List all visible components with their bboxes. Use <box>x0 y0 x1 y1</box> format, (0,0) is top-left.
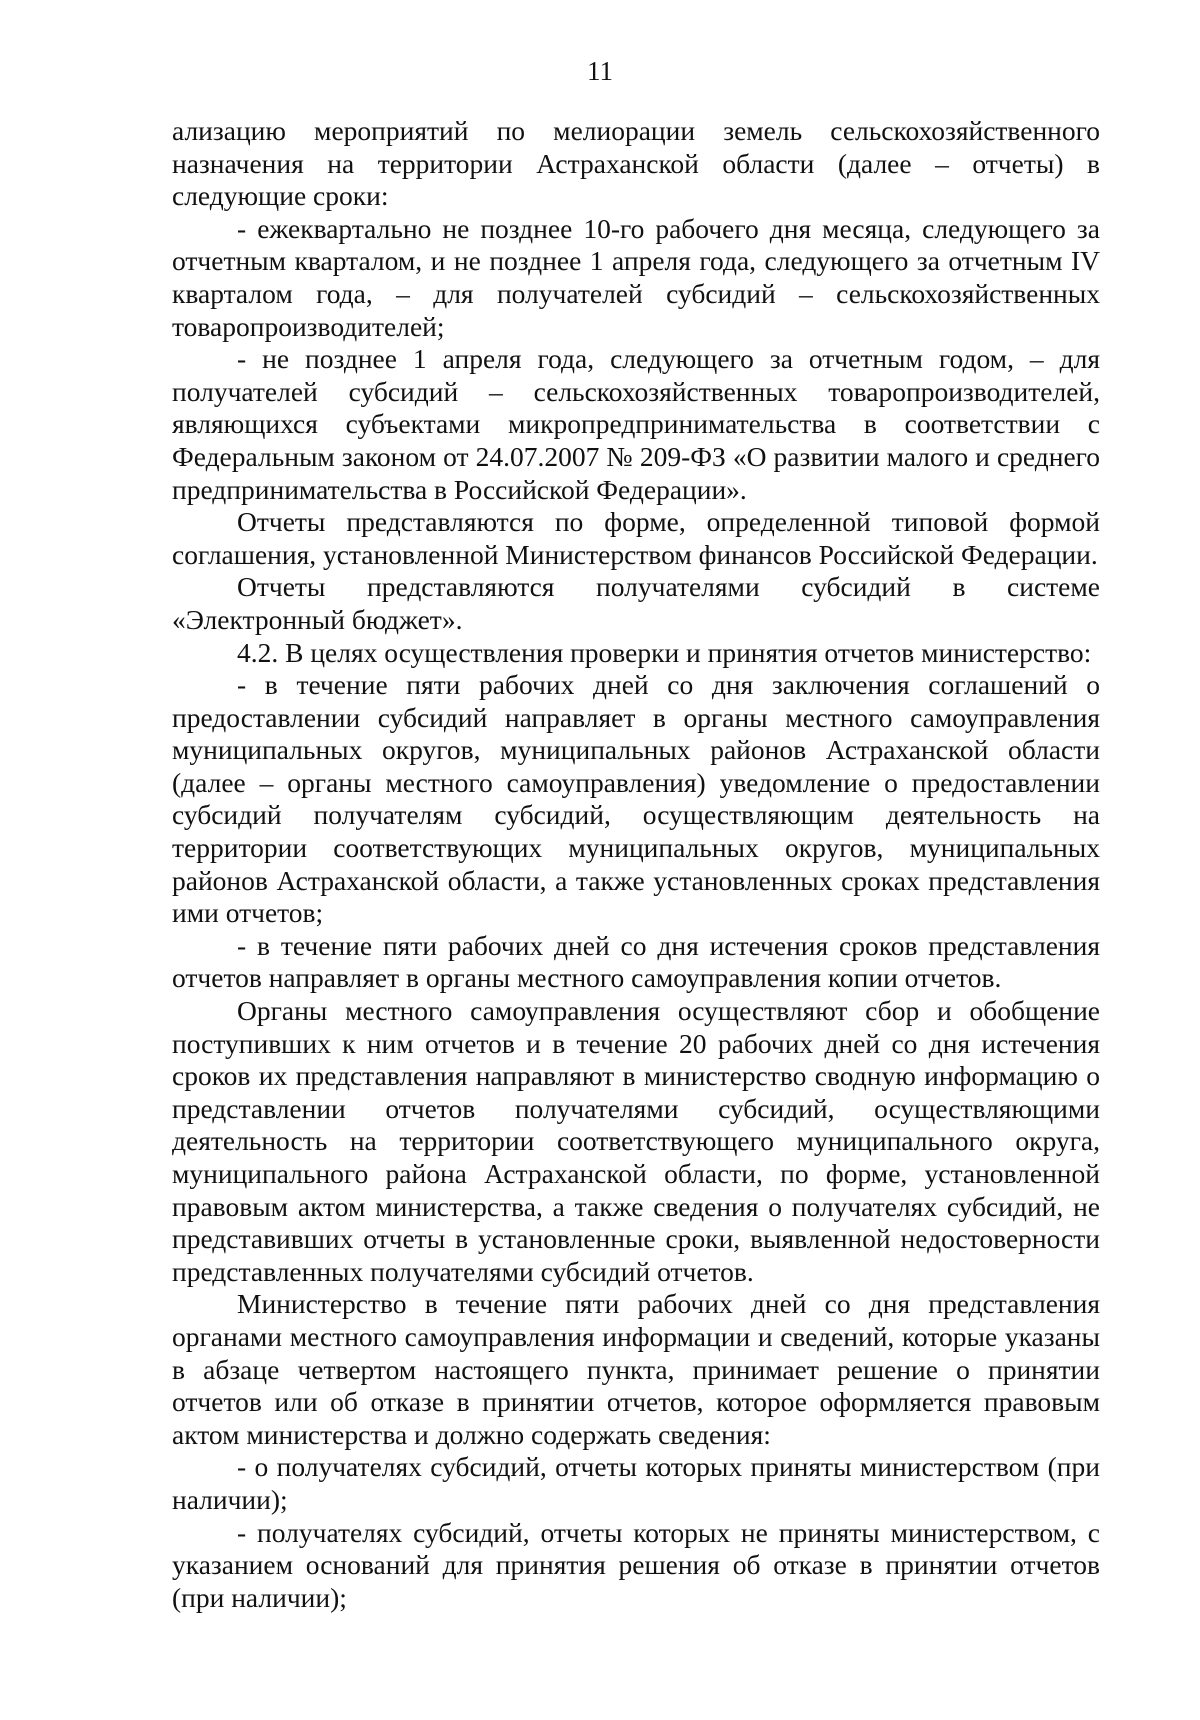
paragraph-report-form: Отчеты представляются по форме, определенной типовой формой соглашения, установленной Министерством финансов Российской Федерации. <box>172 506 1100 570</box>
list-item-rejected-reports: - получателях субсидий, отчеты которых не приняты министерством, с указанием оснований для принятия решения об отказе в принятии отчетов (при наличии); <box>172 1516 1100 1613</box>
list-item-accepted-reports: - о получателях субсидий, отчеты которых приняты министерством (при наличии); <box>172 1451 1100 1515</box>
clause-4-2: 4.2. В целях осуществления проверки и принятия отчетов министерство: <box>237 636 1092 668</box>
list-item-copies: - в течение пяти рабочих дней со дня истечения сроков представления отчетов направляет в органы местного самоуправления копии отчетов. <box>172 929 1100 994</box>
page-number: 11 <box>587 56 613 86</box>
paragraph-ministry-decision: Министерство в течение пяти рабочих дней со дня представления органами местного самоуправления информации и сведений, которые указаны в абзаце четвертом настоящего пункта, принимает решение о принятии отчетов или об отказе в принятии отчетов, которое оформляется правовым актом министерства и должно содержать сведения: <box>172 1288 1100 1450</box>
paragraph-continuation: ализацию мероприятий по мелиорации земель сельскохозяйственного назначения на территории Астраханской области (далее – отчеты) в следующие сроки: <box>172 115 1100 212</box>
paragraph-local-authorities: Органы местного самоуправления осуществляют сбор и обобщение поступивших к ним отчетов и в течение 20 рабочих дней со дня истечения сроков их представления направляют в министерство сводную информацию о представлении отчетов получателями субсидий, осуществляющими деятельность на территории соответствующего муниципального округа, муниципального района Астраханской области, по форме, установленной правовым актом министерства, а также сведения о получателях субсидий, не представивших отчеты в установленные сроки, выявленной недостоверности представленных получателями субсидий отчетов. <box>172 995 1100 1287</box>
list-item-notification: - в течение пяти рабочих дней со дня заключения соглашений о предоставлении субсидий направляет в органы местного самоуправления муниципальных округов, муниципальных районов Астраханской области (далее – органы местного самоуправления) уведомление о предоставлении субсидий получателям субсидий, осуществляющим деятельность на территории соответствующих муниципальных округов, муниципальных районов Астраханской области, а также установленных сроках представления ими отчетов; <box>172 669 1100 929</box>
list-item-annual-deadline: - не позднее 1 апреля года, следующего за отчетным годом, – для получателей субсидий – сельскохозяйственных товаропроизводителей, являющихся субъектами микропредпринимательства в соответствии с Федеральным законом от 24.07.2007 № 209-ФЗ «О развитии малого и среднего предпринимательства в Российской Федерации». <box>172 343 1100 505</box>
list-item-quarterly-deadline: - ежеквартально не позднее 10-го рабочего дня месяца, следующего за отчетным кварталом, и не позднее 1 апреля года, следующего за отчетным IV кварталом года, – для получателей субсидий – сельскохозяйственных товаропроизводителей; <box>172 212 1100 342</box>
paragraph-electronic-budget: Отчеты представляются получателями субсидий в системе «Электронный бюджет». <box>172 571 1100 635</box>
document-body <box>172 115 1100 1614</box>
